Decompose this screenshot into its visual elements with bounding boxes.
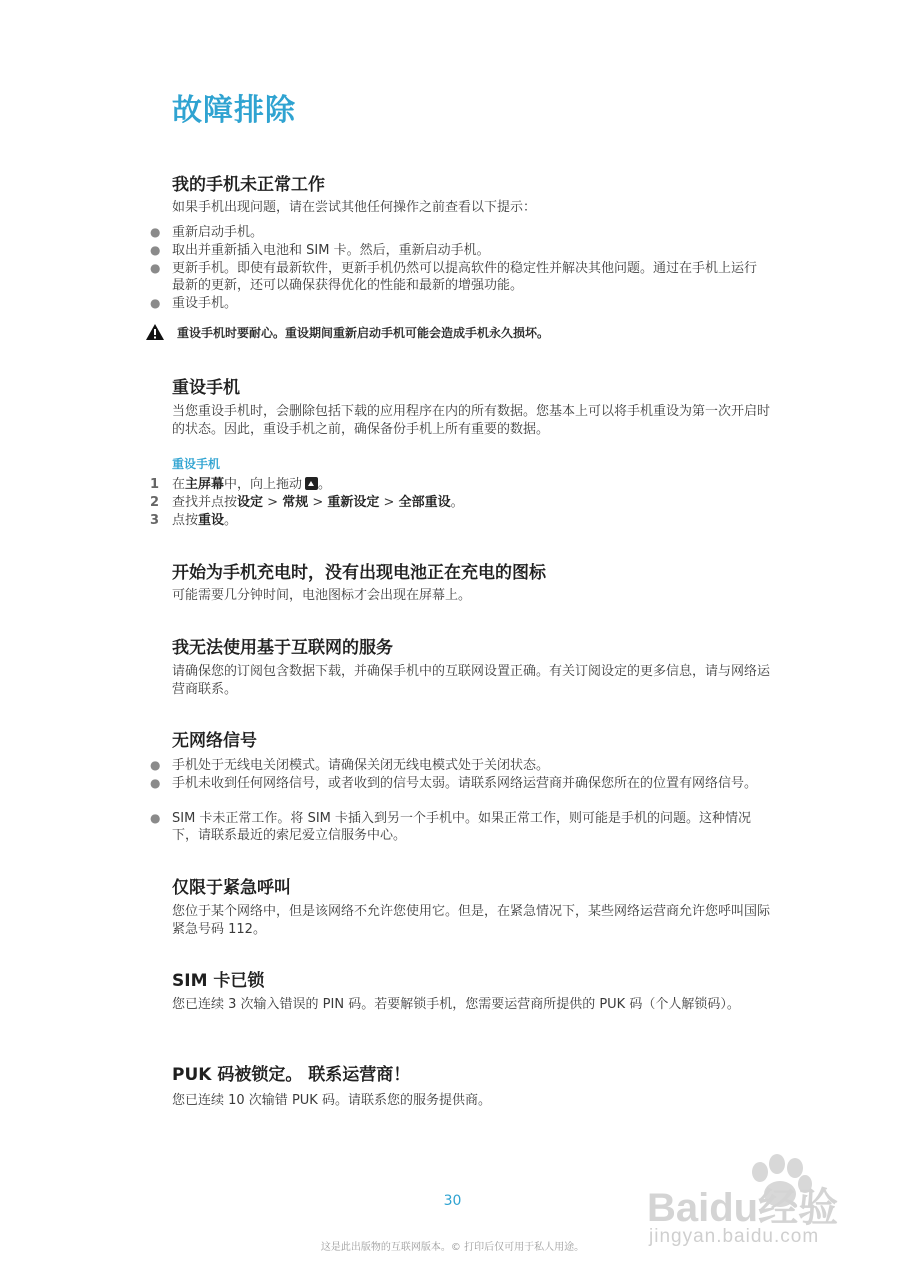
list-item: ● 手机处于无线电关闭模式。请确保关闭无线电模式处于关闭状态。 [150,758,550,773]
procedure-heading: 重设手机 [172,457,221,471]
drag-up-icon [305,477,318,490]
section-heading-charging-icon: 开始为手机充电时，没有出现电池正在充电的图标 [172,563,546,583]
list-item: ● 重新启动手机。 [150,225,264,240]
bullet-icon: ● [150,758,161,772]
section-body: 您已连续 10 次输错 PUK 码。请联系您的服务提供商。 [172,1093,491,1108]
section-body: 您已连续 3 次输入错误的 PIN 码。若要解锁手机，您需要运营商所提供的 PUK 码（个人解锁码）。 [172,997,740,1012]
step-item: 2 查找并点按设定 > 常规 > 重新设定 > 全部重设。 [150,495,464,510]
section-heading-emergency-only: 仅限于紧急呼叫 [172,878,291,898]
section-heading-reset-phone: 重设手机 [172,378,240,398]
step-item: 3 点按重设。 [150,513,238,528]
bullet-icon: ● [150,811,161,825]
watermark-url: jingyan.baidu.com [649,1226,820,1247]
list-item: ● 手机未收到任何网络信号，或者收到的信号太弱。请联系网络运营商并确保您所在的位置有网络信号。 [150,776,758,791]
section-heading-sim-locked: SIM 卡已锁 [172,971,265,991]
baidu-watermark [645,1150,885,1260]
bullet-icon: ● [150,243,161,257]
section-body: 您位于某个网络中，但是该网络不允许您使用它。但是，在紧急情况下，某些网络运营商允许您呼叫国际紧急号码 112。 [172,904,771,937]
section-heading-no-signal: 无网络信号 [172,731,257,751]
section-intro: 如果手机出现问题，请在尝试其他任何操作之前查看以下提示： [172,200,537,215]
bullet-icon: ● [150,776,161,790]
bullet-icon: ● [150,296,161,310]
footer-note: 这是此出版物的互联网版本。© 打印后仅可用于私人用途。 [320,1242,585,1253]
section-heading-phone-not-working: 我的手机未正常工作 [172,175,325,195]
list-item: ● 取出并重新插入电池和 SIM 卡。然后，重新启动手机。 [150,243,490,258]
section-body: 可能需要几分钟时间，电池图标才会出现在屏幕上。 [172,588,472,603]
section-heading-internet-services: 我无法使用基于互联网的服务 [172,638,393,658]
list-item: ● 重设手机。 [150,296,238,311]
bullet-icon: ● [150,261,161,275]
page-number: 30 [443,1193,462,1209]
page-title: 故障排除 [172,93,296,128]
bullet-icon: ● [150,225,161,239]
list-item: ● 更新手机。即使有最新软件，更新手机仍然可以提高软件的稳定性并解决其他问题。通过在手机上运行最新的更新，还可以确保获得优化的性能和最新的增强功能。 [150,261,758,293]
warning-icon [145,323,165,341]
watermark-brand: Baidu经验 [647,1186,839,1230]
section-heading-puk-locked: PUK 码被锁定。 联系运营商！ [172,1065,411,1085]
step-item: 1 在主屏幕中，向上拖动 。 [150,477,332,492]
list-item: ● SIM 卡未正常工作。将 SIM 卡插入到另一个手机中。如果正常工作，则可能是手机的问题。这种情况下，请联系最近的索尼爱立信服务中心。 [150,811,752,843]
section-body: 当您重设手机时，会删除包括下载的应用程序在内的所有数据。您基本上可以将手机重设为第一次开启时的状态。因此，重设手机之前，确保备份手机上所有重要的数据。 [172,404,771,437]
section-body: 请确保您的订阅包含数据下载，并确保手机中的互联网设置正确。有关订阅设定的更多信息，请与网络运营商联系。 [172,664,771,697]
